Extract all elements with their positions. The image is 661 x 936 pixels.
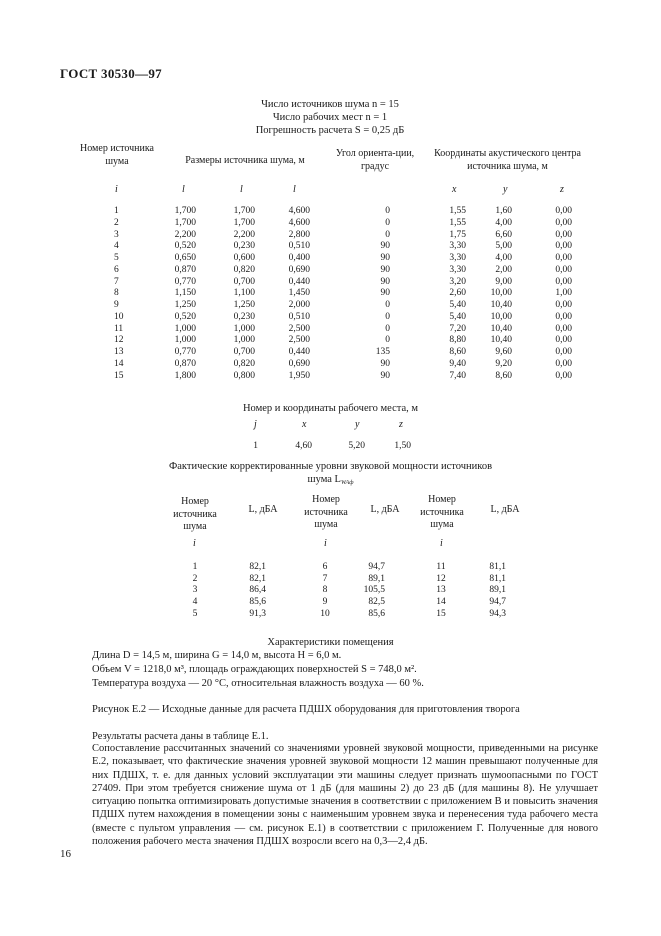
t1-cell: 90 [380,264,390,275]
t1-cell: 0,00 [555,300,572,310]
t1-cell: 4,600 [288,217,310,228]
power-level-value: 105,5 [363,585,385,596]
t1-cell: 4,600 [288,206,310,216]
t1-cell: 135 [375,347,390,357]
document-title: ГОСТ 30530—97 [60,66,162,81]
t1-cell: 5,40 [449,300,466,310]
power-level-value: 89,1 [489,585,506,596]
power-source-number: 11 [436,562,446,572]
power-source-number: 12 [436,573,446,584]
t1-sym-i: i [115,184,118,195]
t1-cell: 0,440 [288,276,310,287]
power-title-line2: шума $L_{WAф}$ [307,474,354,486]
t1-sym-y: y [503,184,508,195]
t1-cell: 0,230 [233,241,255,252]
t1-cell: 0,870 [174,358,196,369]
t1-cell: 1,55 [449,217,466,228]
t1-cell: 2,60 [449,288,466,299]
t1-cell: 6,60 [495,229,512,240]
t1-cell: 2,800 [288,229,310,240]
power-source-number: 6 [322,562,328,572]
t1-cell: 1,000 [174,335,196,346]
t1-cell: 0 [385,300,390,310]
t1-cell: 0,00 [555,229,572,240]
t1-cell: 1,000 [233,323,255,334]
t1-cell: 4,00 [495,217,512,228]
t1-cell: 90 [380,276,390,287]
t1-cell: 0,520 [174,241,196,252]
param-sources-count: Число источников шума n = 15 [261,99,399,110]
t1-cell: 0,400 [288,253,310,263]
t1-cell: 3,20 [449,276,466,287]
t1-cell: 0,800 [233,370,255,381]
t1-cell: 2,200 [233,229,255,240]
t1-cell: 8,60 [449,347,466,357]
t1-cell: 6 [114,264,119,275]
t1-cell: 0,00 [555,323,572,334]
t1-cell: 2,500 [288,335,310,346]
t1-cell: 1,700 [233,217,255,228]
t1-cell: 0,00 [555,253,572,263]
t1-cell: 10,00 [490,288,512,299]
t1-cell: 10,40 [490,323,512,334]
power-level-value: 94,7 [368,562,385,572]
t1-cell: 0,650 [174,253,196,263]
p-header-num-1: Номер источника шума [173,496,217,532]
t1-cell: 3,30 [449,241,466,252]
wp-sym-y: y [355,419,360,430]
t1-cell: 3,30 [449,253,466,263]
t1-cell: 14 [114,358,124,369]
t1-cell: 0,00 [555,276,572,287]
power-level-value: 89,1 [368,573,385,584]
power-level-value: 85,6 [368,608,385,619]
p-header-level-3: L, дБА [490,504,520,515]
t1-cell: 0,770 [174,347,196,357]
t1-cell: 4,00 [495,253,512,263]
t1-cell: 2,200 [174,229,196,240]
param-workplaces-count: Число рабочих мест n = 1 [272,112,388,123]
wp-value-z: 1,50 [394,441,411,451]
power-source-number: 2 [192,573,198,584]
t1-cell: 2 [114,217,119,228]
power-level-value: 94,3 [489,608,506,619]
t1-cell: 11 [114,323,124,334]
power-level-value: 82,5 [368,597,385,608]
t1-header-dimensions: Размеры источника шума, м [185,155,305,166]
t1-sym-l1: l [182,184,185,195]
p-header-num-3: Номер источника шума [420,494,464,530]
calc-parameters [200,98,460,137]
workplace-title: Номер и координаты рабочего места, м [242,403,419,414]
t1-cell: 0,700 [233,347,255,357]
t1-cell: 3,30 [449,264,466,275]
t1-header-source-number: Номер источника шума [80,143,154,167]
t1-cell: 1,700 [174,217,196,228]
t1-sym-x: x [452,184,457,195]
power-level-value: 85,6 [249,597,266,608]
power-source-number: 10 [320,608,330,619]
t1-cell: 4 [114,241,119,252]
t1-cell: 10,40 [490,335,512,346]
t1-cell: 0,00 [555,358,572,369]
power-level-value: 82,1 [249,562,266,572]
t1-cell: 9,00 [495,276,512,287]
t1-cell: 15 [114,370,124,381]
p-header-level-2: L, дБА [370,504,400,515]
power-level-value: 82,1 [249,573,266,584]
power-source-number: 5 [192,608,198,619]
wp-value-x: 4,60 [295,441,312,451]
t1-cell: 0,520 [174,311,196,322]
param-calc-error: Погрешность расчета S = 0,25 дБ [255,125,405,136]
body-paragraph-text: Сопоставление рассчитанных значений со значениями уровней звуковой мощности, приведенными на рисунке Е.2, показывает, что фактические значения уровней звуковой мощности 12 машин превышают полученные для них ПДШХ, т. е. для данных условий эксплуатации эти машины следует признать шумоопасными по ГОСТ 27409. При этом требуется снижение шума от 1 дБ (для машины 2) до 23 дБ (для машины 8). Не улучшает ситуацию попытка оптимизировать допустимые значения в соответствии с приложением В и повысить значения ПДШХ путем нахождения в помещении зоны с наименьшим уровнем звука и перенесения туда рабочего места (вместе с пультом управления — см. рисунок Е.1) в соответствии с приложением Г. Полученные для нового положения рабочего места значения ПДШХ возросли всего на 0,3—2,4 дБ. [92,743,598,848]
t1-cell: 0,690 [288,358,310,369]
t1-cell: 9,20 [495,358,512,369]
t1-cell: 1,250 [174,300,196,310]
t1-cell: 0,00 [555,347,572,357]
power-level-value: 81,1 [489,573,506,584]
t1-cell: 10,00 [490,311,512,322]
t1-cell: 90 [380,288,390,299]
wp-sym-z: z [399,419,403,430]
t1-cell: 0,510 [288,311,310,322]
power-source-number: 4 [192,597,198,608]
room-title: Характеристики помещения [267,637,394,648]
power-source-number: 9 [322,597,328,608]
t1-cell: 90 [380,358,390,369]
wp-sym-x: x [302,419,307,430]
t1-cell: 1,55 [449,206,466,216]
power-source-number: 15 [436,608,446,619]
t1-cell: 3 [114,229,119,240]
t1-cell: 0,00 [555,264,572,275]
t1-cell: 7 [114,276,119,287]
t1-cell: 1,450 [288,288,310,299]
t1-cell: 0,600 [233,253,255,263]
t1-cell: 90 [380,241,390,252]
power-title-line1: Фактические корректированные уровни звуковой мощности источников [168,461,493,472]
t1-cell: 5 [114,253,119,263]
t1-cell: 7,40 [449,370,466,381]
t1-cell: 0 [385,335,390,346]
t1-cell: 0,00 [555,217,572,228]
t1-cell: 2,500 [288,323,310,334]
t1-cell: 0,00 [555,311,572,322]
t1-cell: 1,150 [174,288,196,299]
wp-sym-j: j [254,419,257,430]
t1-cell: 9,40 [449,358,466,369]
t1-sym-z: z [560,184,564,195]
t1-cell: 90 [380,253,390,263]
t1-cell: 0,00 [555,370,572,381]
t1-cell: 8 [114,288,119,299]
t1-cell: 1,700 [233,206,255,216]
t1-cell: 0,00 [555,241,572,252]
t1-cell: 1,00 [555,288,572,299]
t1-cell: 0 [385,323,390,334]
t1-cell: 0,00 [555,335,572,346]
t1-sym-l3: l [293,184,296,195]
t1-cell: 0,700 [233,276,255,287]
t1-cell: 1 [114,206,119,216]
p-sym-i-2: i [324,538,327,549]
t1-cell: 2,000 [288,300,310,310]
t1-cell: 1,000 [174,323,196,334]
t1-cell: 10,40 [490,300,512,310]
t1-sym-l2: l [240,184,243,195]
power-source-number: 14 [436,597,446,608]
room-climate: Температура воздуха — 20 °С, относительная влажность воздуха — 60 %. [92,678,424,689]
t1-cell: 0,230 [233,311,255,322]
room-dimensions: Длина D = 14,5 м, ширина G = 14,0 м, высота H = 6,0 м. [92,650,342,661]
results-note: Результаты расчета даны в таблице Е.1. [92,731,269,742]
power-level-value: 81,1 [489,562,506,572]
power-source-number: 3 [192,585,198,596]
t1-cell: 0,820 [233,264,255,275]
t1-cell: 0,510 [288,241,310,252]
p-sym-i-3: i [440,538,443,549]
t1-cell: 0 [385,217,390,228]
wp-value-j: 1 [253,441,258,451]
figure-caption: Рисунок Е.2 — Исходные данные для расчета ПДШХ оборудования для приготовления творога [92,704,520,715]
power-level-value: 86,4 [249,585,266,596]
t1-cell: 12 [114,335,124,346]
t1-cell: 0,870 [174,264,196,275]
t1-cell: 1,700 [174,206,196,216]
wp-value-y: 5,20 [348,441,365,451]
t1-cell: 1,60 [495,206,512,216]
body-paragraph [92,742,598,848]
p-sym-i-1: i [193,538,196,549]
t1-cell: 0 [385,311,390,322]
t1-cell: 1,000 [233,335,255,346]
p-header-level-1: L, дБА [248,504,278,515]
t1-cell: 1,800 [174,370,196,381]
t1-cell: 7,20 [449,323,466,334]
page-number: 16 [60,848,71,860]
t1-cell: 0,690 [288,264,310,275]
t1-cell: 0,770 [174,276,196,287]
t1-cell: 0,00 [555,206,572,216]
t1-cell: 9,60 [495,347,512,357]
t1-cell: 1,950 [288,370,310,381]
t1-cell: 0 [385,229,390,240]
t1-cell: 1,100 [233,288,255,299]
t1-cell: 0 [385,206,390,216]
t1-cell: 90 [380,370,390,381]
t1-cell: 1,75 [449,229,466,240]
power-source-number: 8 [322,585,328,596]
t1-cell: 8,60 [495,370,512,381]
power-source-number: 7 [322,573,328,584]
t1-cell: 5,00 [495,241,512,252]
t1-cell: 10 [114,311,124,322]
p-header-num-2: Номер источника шума [304,494,348,530]
t1-header-angle: Угол ориента-ции, градус [335,148,415,172]
t1-header-coords: Координаты акустического центра источника шума, м [434,148,581,172]
t1-cell: 0,820 [233,358,255,369]
room-volume-area: Объем V = 1218,0 м³, площадь ограждающих поверхностей S = 748,0 м². [92,664,417,675]
power-level-value: 91,3 [249,608,266,619]
t1-cell: 2,00 [495,264,512,275]
t1-cell: 5,40 [449,311,466,322]
t1-cell: 9 [114,300,119,310]
power-level-value: 94,7 [489,597,506,608]
t1-cell: 1,250 [233,300,255,310]
power-source-number: 1 [192,562,198,572]
t1-cell: 8,80 [449,335,466,346]
power-source-number: 13 [436,585,446,596]
t1-cell: 0,440 [288,347,310,357]
t1-cell: 13 [114,347,124,357]
